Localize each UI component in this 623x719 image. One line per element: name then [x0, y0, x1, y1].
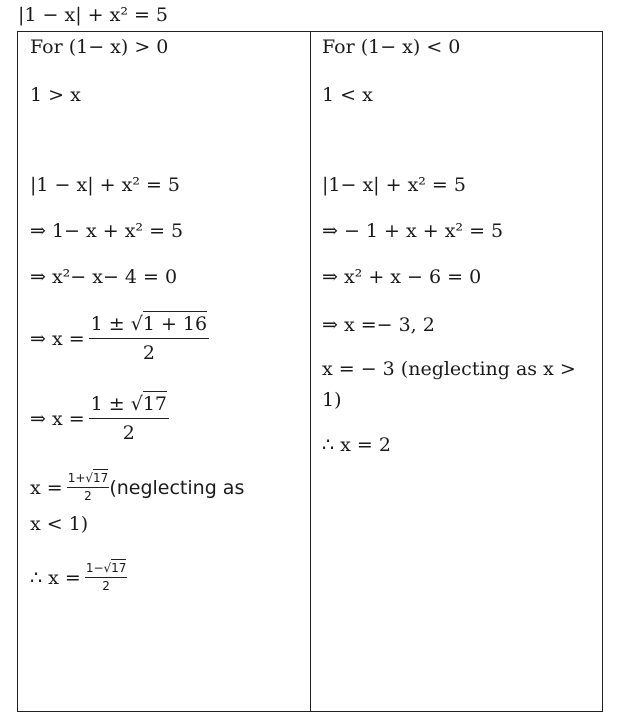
- case-negative-rejection: x = − 3 (neglecting as x >: [322, 358, 576, 380]
- rejected-root-note: (neglecting as: [109, 476, 245, 499]
- fraction-radicand: 17: [93, 471, 109, 485]
- rejected-root-fraction: [67, 472, 110, 503]
- fraction-numerator-prefix: 1+√: [67, 471, 94, 485]
- fraction-numerator-prefix: 1 ± √: [90, 313, 143, 335]
- problem-equation: |1 − x| + x² = 5: [18, 4, 169, 26]
- case-positive-title: For (1− x) > 0: [30, 36, 169, 58]
- rejected-root-line: [30, 472, 244, 503]
- fraction-denominator: 2: [102, 578, 110, 593]
- fraction-denominator: 2: [142, 341, 155, 364]
- fraction-radicand: 17: [142, 393, 168, 415]
- case-positive-condition: 1 > x: [30, 84, 81, 106]
- final-answer-right: ∴ x = 2: [322, 434, 391, 456]
- case-positive-expanded: ⇒ 1− x + x² = 5: [30, 220, 184, 242]
- case-negative-condition: 1 < x: [322, 84, 373, 106]
- quadratic-formula-lhs: ⇒ x =: [30, 328, 85, 351]
- quadratic-formula-fraction: [89, 314, 209, 365]
- quadratic-formula-step: [30, 314, 209, 365]
- simplified-root-fraction: [89, 394, 169, 445]
- rejected-root-lhs: x =: [30, 476, 63, 499]
- case-positive-equation: |1 − x| + x² = 5: [30, 174, 181, 196]
- fraction-denominator: 2: [84, 488, 92, 503]
- case-negative-quadratic: ⇒ x² + x − 6 = 0: [322, 266, 482, 288]
- final-answer-lhs: ∴ x =: [30, 566, 81, 589]
- fraction-radicand: 17: [111, 561, 127, 575]
- rejected-root-condition: x < 1): [30, 513, 89, 535]
- case-negative-roots: ⇒ x =− 3, 2: [322, 314, 435, 336]
- case-negative-expanded: ⇒ − 1 + x + x² = 5: [322, 220, 504, 242]
- simplified-root-step: [30, 394, 169, 445]
- case-positive-quadratic: ⇒ x²− x− 4 = 0: [30, 266, 178, 288]
- case-negative-title: For (1− x) < 0: [322, 36, 461, 58]
- solution-table: [17, 31, 603, 712]
- fraction-numerator-prefix: 1−√: [85, 561, 112, 575]
- final-answer-left: [30, 562, 127, 593]
- final-answer-fraction: [85, 562, 128, 593]
- case-negative-rejection-cont: 1): [322, 389, 342, 411]
- column-divider: [310, 32, 311, 711]
- fraction-denominator: 2: [122, 421, 135, 444]
- simplified-root-lhs: ⇒ x =: [30, 408, 85, 431]
- case-negative-equation: |1− x| + x² = 5: [322, 174, 466, 196]
- fraction-radicand: 1 + 16: [142, 313, 208, 335]
- fraction-numerator-prefix: 1 ± √: [90, 393, 143, 415]
